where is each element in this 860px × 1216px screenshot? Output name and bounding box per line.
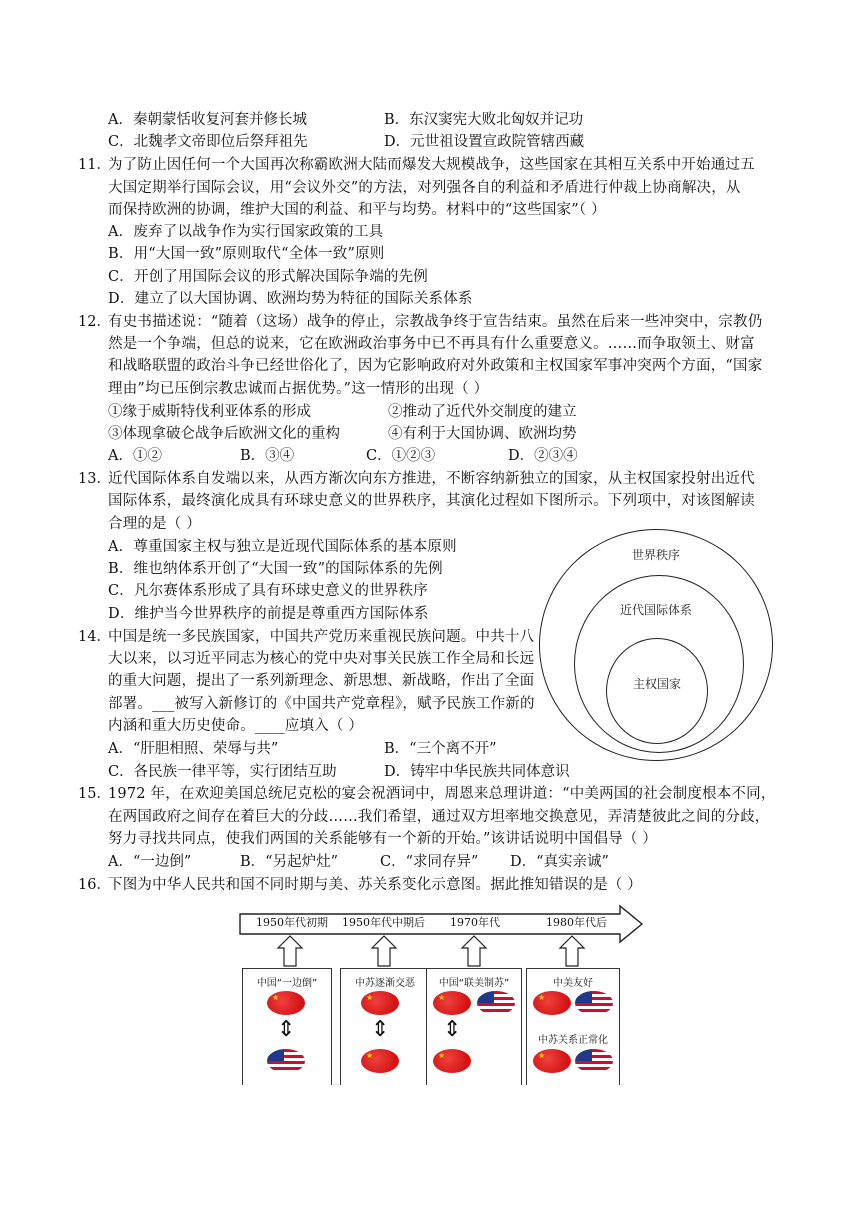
q12-option-a: A．①②	[108, 448, 162, 464]
ussr-flag-icon	[361, 1049, 399, 1073]
q14-stem-line-4: 部署。___被写入新修订的《中国共产党章程》，赋予民族工作新的	[108, 696, 535, 712]
q10-option-c: C．北魏孝文帝即位后祭拜祖先	[108, 134, 308, 150]
q11-number: 11．	[78, 157, 111, 173]
q14-stem-line-5: 内涵和重大历史使命。____应填入（ ）	[108, 718, 364, 734]
panel-4-title: 中美友好	[553, 978, 593, 989]
us-flag-icon	[477, 991, 515, 1015]
q11-stem-line-2: 大国定期举行国际会议，用“会议外交”的方法，对列强各自的利益和矛盾进行仲裁上协商解决，从	[108, 180, 741, 196]
q15-number: 15．	[78, 786, 111, 802]
q11-option-d: D．建立了以大国协调、欧洲均势为特征的国际关系体系	[108, 291, 473, 307]
panel-1980s	[526, 968, 620, 1085]
q14-option-b: B．“三个离不开”	[384, 741, 497, 757]
china-flag-icon	[533, 1049, 571, 1073]
q14-option-c: C．各民族一律平等，实行团结互助	[108, 764, 337, 780]
q13-option-d: D．维护当今世界秩序的前提是尊重西方国际体系	[108, 606, 429, 622]
q13-number: 13．	[78, 471, 111, 487]
q12-item-2: ②推动了近代外交制度的建立	[388, 404, 577, 420]
q12-item-3: ③体现拿破仑战争后欧洲文化的重构	[108, 426, 340, 442]
double-arrow-icon: ⇕	[443, 1017, 462, 1042]
us-flag-icon	[267, 1049, 305, 1073]
ussr-flag-icon	[433, 1049, 471, 1073]
q12-option-c: C．①②③	[366, 448, 436, 464]
double-arrow-icon: ⇕	[277, 1017, 296, 1042]
q13-stem-line-1: 近代国际体系自发端以来，从西方渐次向东方推进，不断容纳新独立的国家，从主权国家投射出近代	[108, 471, 755, 487]
china-flag-icon	[533, 991, 571, 1015]
q11-option-c: C．开创了用国际会议的形式解决国际争端的先例	[108, 269, 428, 285]
venn-outer-label: 世界秩序	[632, 548, 681, 562]
q10-option-d: D．元世祖设置宣政院管辖西藏	[384, 134, 585, 150]
panel-1950s-mid	[340, 968, 430, 1085]
china-flag-icon	[433, 991, 471, 1015]
q11-stem-line-3: 而保持欧洲的协调，维护大国的利益、和平与均势。材料中的“这些国家”（ ）	[108, 202, 606, 218]
double-arrow-icon: ⇕	[371, 1017, 390, 1042]
panel-4-subtitle: 中苏关系正常化	[538, 1035, 608, 1046]
venn-middle-label: 近代国际体系	[620, 603, 693, 617]
us-flag-icon	[575, 1049, 613, 1073]
q11-stem-line-1: 为了防止因任何一个大国再次称霸欧洲大陆而爆发大规模战争，这些国家在其相互关系中开始通过五	[108, 157, 755, 173]
q14-number: 14．	[78, 629, 111, 645]
us-flag-icon	[575, 991, 613, 1015]
q16-number: 16．	[78, 877, 111, 893]
q12-option-b: B．③④	[240, 448, 295, 464]
relations-timeline-diagram	[238, 904, 644, 1084]
q11-option-b: B．用“大国一致”原则取代“全体一致”原则	[108, 246, 385, 262]
q12-stem-line-1: 有史书描述说：“随着（这场）战争的停止，宗教战争终于宣告结束。虽然在后来一些冲突中，宗教仍	[108, 314, 763, 330]
q15-option-c: C．“求同存异”	[380, 854, 479, 870]
q12-stem-line-3: 和战略联盟的政治斗争已经世俗化了，因为它影响政府对外政策和主权国家军事冲突两个方面，“国家	[108, 358, 763, 374]
panel-2-title: 中苏逐渐交恶	[355, 978, 415, 989]
q16-stem: 下图为中华人民共和国不同时期与美、苏关系变化示意图。据此推知错误的是（ ）	[108, 877, 643, 893]
q13-option-c: C．凡尔赛体系形成了具有环球史意义的世界秩序	[108, 583, 428, 599]
q14-stem-line-3: 的重大问题，提出了一系列新理念、新思想、新战略，作出了全面	[108, 673, 535, 689]
q15-option-d: D．“真实亲诚”	[510, 854, 609, 870]
q15-stem-line-3: 努力寻找共同点，使我们两国的关系能够有一个新的开始。”该讲话说明中国倡导（ ）	[108, 831, 658, 847]
q12-item-4: ④有利于大国协调、欧洲均势	[388, 426, 577, 442]
q15-stem-line-2: 在两国政府之间存在着巨大的分歧……我们希望，通过双方坦率地交换意见，弄清楚彼此之间的分歧，	[108, 809, 770, 825]
q10-option-b: B．东汉窦宪大败北匈奴并记功	[384, 112, 584, 128]
panel-1-title: 中国“一边倒”	[256, 978, 318, 989]
q12-stem-line-2: 然是一个争端，但总的说来，它在欧洲政治事务中已不再具有什么重要意义。……而争取领土、财富	[108, 336, 755, 352]
venn-inner-label: 主权国家	[633, 677, 682, 691]
q12-stem-line-4: 理由”均已压倒宗教忠诚而占据优势。”这一情形的出现（ ）	[108, 381, 489, 397]
china-flag-icon	[267, 991, 305, 1015]
q12-item-1: ①缘于威斯特伐利亚体系的形成	[108, 404, 311, 420]
timeline-period-1: 1950年代初期	[256, 916, 328, 929]
timeline-period-2: 1950年代中期后	[342, 916, 425, 929]
panel-3-title: 中国“联美制苏”	[438, 978, 510, 989]
panel-1950s-early	[242, 968, 332, 1085]
q12-option-d: D．②③④	[508, 448, 578, 464]
q14-stem-line-1: 中国是统一多民族国家，中国共产党历来重视民族问题。中共十八	[108, 629, 535, 645]
q14-option-d: D．铸牢中华民族共同体意识	[384, 764, 570, 780]
china-flag-icon	[361, 991, 399, 1015]
q15-option-a: A．“一边倒”	[108, 854, 192, 870]
q12-number: 12．	[78, 314, 111, 330]
q13-option-b: B．维也纳体系开创了“大国一致”的国际体系的先例	[108, 561, 443, 577]
timeline-period-3: 1970年代	[450, 916, 500, 929]
q11-option-a: A．废弃了以战争作为实行国家政策的工具	[108, 224, 384, 240]
q13-stem-line-2: 国际体系，最终演化成具有环球史意义的世界秩序，其演化过程如下图所示。下列项中，对该图解读	[108, 493, 755, 509]
q10-option-a: A．秦朝蒙恬收复河套并修长城	[108, 112, 307, 128]
q13-stem-line-3: 合理的是（ ）	[108, 516, 202, 532]
q13-option-a: A．尊重国家主权与独立是近现代国际体系的基本原则	[108, 539, 457, 555]
timeline-period-4: 1980年代后	[546, 916, 607, 929]
q15-option-b: B．“另起炉灶”	[240, 854, 338, 870]
panel-1970s	[426, 968, 522, 1085]
q15-stem-line-1: 1972 年，在欢迎美国总统尼克松的宴会祝酒词中，周恩来总理讲道：“中美两国的社会制度根本不同，	[108, 786, 776, 802]
q14-option-a: A．“肝胆相照、荣辱与共”	[108, 741, 279, 757]
q14-stem-line-2: 大以来，以习近平同志为核心的党中央对事关民族工作全局和长远	[108, 651, 535, 667]
